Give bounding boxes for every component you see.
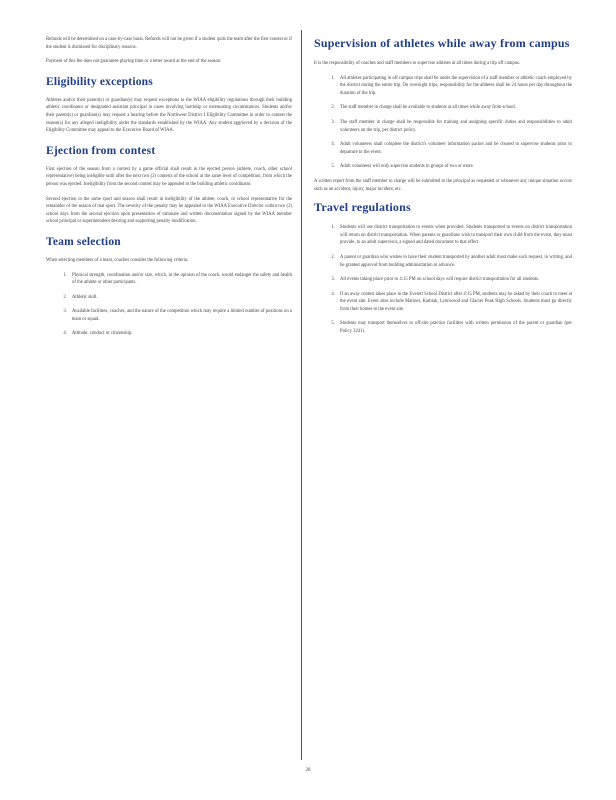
travel-list: [314, 224, 572, 336]
list-item: 2. Athletic skill.: [68, 294, 292, 302]
list-item: 1. Physical strength, coordination and/or size, which, in the opinion of the coach, would endanger the safety and health of the athlete or other participants.: [68, 272, 292, 287]
list-item: 3. Available facilities, coaches, and the nature of the competition which may require a limited number of positions on a team or squad.: [68, 308, 292, 323]
left-column: [46, 36, 292, 345]
list-item: 3. The staff member in charge shall be responsible for training and assigning specific duties and responsibilities to adult volunteers on the trip, per district policy.: [336, 119, 572, 134]
page-number: 28: [305, 768, 311, 773]
list-item: 4. Attitude, conduct or citizenship.: [68, 330, 292, 338]
supervision-heading: Supervision of athletes while away from campus: [314, 36, 570, 50]
supervision-list: [314, 75, 572, 171]
column-divider: [301, 30, 302, 760]
list-item: 2. The staff member in charge shall be available to students at all times while away from school.: [336, 104, 572, 112]
ejection-heading: Ejection from contest: [46, 144, 156, 157]
team-selection-intro: When selecting members of a team, coaches consider the following criteria:: [46, 257, 189, 263]
supervision-outro: A written report from the staff member in charge will be submitted to the principal as requested or whenever any unique situation occurs such as an accident, injury, major incident, etc.: [314, 178, 572, 192]
list-item: 5. Adult volunteers will only supervise students in groups of two or more.: [336, 163, 572, 171]
supervision-intro: It is the responsibility of coaches and staff members to supervise athletes at all times during a trip off campus.: [314, 61, 521, 66]
list-item: 5. Students may transport themselves to off-site practice facilities with written permission of the parent or guardian (per Policy 3241).: [336, 320, 572, 335]
team-selection-heading: Team selection: [46, 235, 121, 248]
list-item: 1. Students will use district transportation to events when provided. Students transported to events on district transportation will return on district transportation. When parents or guardians wish to transport their own child from the event, they must provide, to an adult supervisor, a signed and dated document to that effect.: [336, 224, 572, 247]
payment-paragraph: Payment of this fee does not guarantee playing time or a letter award at the end of the season.: [46, 59, 222, 65]
list-item: 1. All athletes participating in off campus trips shall be under the supervision of a staff member or athletic coach employed by the district during the entire trip. On overnight trips, responsibility for the athletes shall be 24 hours per day throughout the duration of the trip.: [336, 75, 572, 98]
ejection-paragraph: Second ejection in the same sport and season shall result in ineligibility of the athlete, coach, or school representative for the remainder of the season of that sport. The severity of the penalty may be appealed to the WIAA Executive Director within two (2) school days from the second ejection upon presentation of rationale and written documentation signed by the WIAA member school principal or superintendent desiring and supporting penalty modification.: [46, 196, 292, 225]
ejection-paragraph: First ejection of the season from a contest by a game official shall result in the ejected person (athlete, coach, other school representative) being ineligible until after the next two (2) contests of the school at the same level of competition, from which the person was ejected. Ineligibility from the second contest may be appealed to the building athletic coordinator.: [46, 166, 292, 187]
list-item: 4. If an away contest takes place in the Everett School District after 4:15 PM, students may be asked by their coach to meet at the event site. Event sites include Mariner, Kamiak, Lynnwood and Glacier Peak High Schools. Students must go directly from their homes to the event site.: [336, 291, 572, 314]
list-item: 3. All events taking place prior to 4:15 PM on school days will require district transportation for all students.: [336, 276, 572, 284]
travel-heading: Travel regulations: [314, 200, 411, 215]
right-column: [314, 36, 572, 343]
eligibility-paragraph: Athletes and/or their parent(s) or guardian(s) may request exceptions to the WIAA eligibility regulations through their building athletic coordinator or designated assistant principal in cases involving hardship or extenuating circumstances. Students and/or their parent(s) or guardian(s) may request a hearing before the Northwest District I Eligibility Committee in order to contest the reason(s) for any alleged ineligibility under the standards established by the WIAA. Any student aggrieved by a decision of the Eligibility Committee may appeal to the Executive Board of WIAA.: [46, 97, 292, 134]
eligibility-heading: Eligibility exceptions: [46, 75, 153, 88]
list-item: 4. Adult volunteers shall complete the district's volunteer information packet and be cleared to supervise students prior to departure to the event.: [336, 141, 572, 156]
list-item: 2. A parent or guardian who wishes to have their student transported by another adult must make such request, in writing, and be granted approval from building administration in advance.: [336, 254, 572, 269]
team-selection-list: [46, 272, 292, 339]
refund-paragraph: Refunds will be determined on a case-by-case basis. Refunds will not be given if a student quits the team after the first contest or if the student is dismissed for disciplinary reasons.: [46, 37, 292, 50]
